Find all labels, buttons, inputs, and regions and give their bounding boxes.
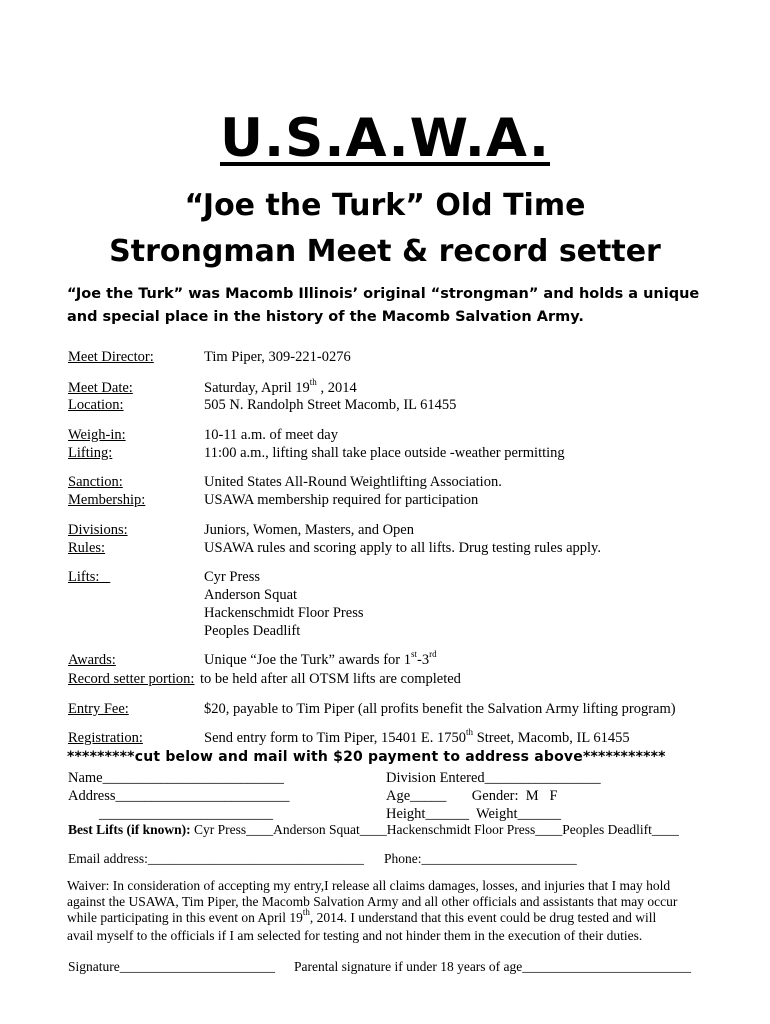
waiver-line4: avail myself to the officials if I am selected for testing and not hinder them in the execution of their duties. [67, 928, 643, 943]
record-setter-value: to be held after all OTSM lifts are completed [200, 671, 461, 687]
lifts-label: Lifts: [68, 569, 111, 585]
awards-value: Unique “Joe the Turk” awards for 1st-3rd [204, 649, 437, 668]
event-subtitle-line2: Strongman Meet & record setter [109, 234, 661, 269]
best-lifts-label: Best Lifts (if known): [68, 822, 191, 837]
sanction-row [0, 474, 770, 492]
location-value: 505 N. Randolph Street Macomb, IL 61455 [204, 397, 457, 413]
lifting-label: Lifting: [68, 445, 113, 461]
meet-director-row [0, 349, 770, 367]
email-field[interactable]: Email address:________________________________ [68, 851, 364, 866]
lift-item: Peoples Deadlift [204, 623, 301, 639]
waiver-line3: while participating in this event on April 19th, 2014. I understand that this event could be drug tested and will [67, 907, 657, 925]
weighin-value: 10-11 a.m. of meet day [204, 427, 338, 443]
entry-fee-label: Entry Fee: [68, 701, 129, 717]
registration-row [0, 727, 770, 748]
signature-field[interactable]: Signature_______________________ [68, 959, 275, 974]
lifting-row [0, 445, 770, 463]
membership-value: USAWA membership required for participation [204, 492, 479, 508]
cut-line: *********cut below and mail with $20 payment to address above*********** [67, 749, 666, 765]
meet-date-row [0, 377, 770, 398]
best-lifts-value: Cyr Press____Anderson Squat____Hackenschmidt Floor Press____Peoples Deadlift____ [190, 822, 679, 837]
meet-director-label: Meet Director: [68, 349, 154, 365]
sanction-label: Sanction: [68, 474, 123, 490]
lifts-row [0, 569, 770, 587]
lift-item: Cyr Press [204, 569, 260, 585]
location-row [0, 397, 770, 415]
divisions-row [0, 522, 770, 540]
lift-item: Anderson Squat [204, 587, 298, 603]
divisions-value: Juniors, Women, Masters, and Open [204, 522, 414, 538]
event-subtitle-line1: “Joe the Turk” Old Time [184, 188, 586, 223]
parental-signature-field[interactable]: Parental signature if under 18 years of age_________________________ [294, 959, 692, 974]
registration-label: Registration: [68, 730, 143, 746]
awards-row [0, 649, 770, 670]
height-weight-field[interactable]: Height______ Weight______ [386, 806, 561, 822]
membership-row [0, 492, 770, 510]
rules-value: USAWA rules and scoring apply to all lifts. Drug testing rules apply. [204, 540, 601, 556]
meet-date-value: Saturday, April 19th , 2014 [204, 377, 357, 396]
intro-text-line2: and special place in the history of the Macomb Salvation Army. [67, 309, 584, 325]
page-title: U.S.A.W.A. [219, 108, 551, 169]
registration-value: Send entry form to Tim Piper, 15401 E. 1750th Street, Macomb, IL 61455 [204, 727, 630, 746]
location-label: Location: [68, 397, 124, 413]
address-line2-field[interactable]: ________________________ [99, 806, 273, 822]
age-gender-field[interactable]: Age_____ Gender: M F [386, 788, 558, 804]
waiver-line2: against the USAWA, Tim Piper, the Macomb Salvation Army and all other officials and assistants that may occur [67, 894, 678, 909]
divisions-label: Divisions: [68, 522, 128, 538]
lifting-value: 11:00 a.m., lifting shall take place outside -weather permitting [204, 445, 565, 461]
rules-row [0, 540, 770, 558]
address-field[interactable]: Address________________________ [68, 788, 290, 804]
record-setter-row [0, 671, 770, 689]
weighin-row [0, 427, 770, 445]
lifts-row-4 [0, 623, 770, 641]
best-lifts-row[interactable] [68, 822, 679, 838]
record-setter-label: Record setter portion: [68, 671, 195, 687]
lifts-row-2 [0, 587, 770, 605]
intro-text-line1: “Joe the Turk” was Macomb Illinois’ original “strongman” and holds a unique [67, 286, 700, 302]
weighin-label: Weigh-in: [68, 427, 126, 443]
awards-label: Awards: [68, 652, 116, 668]
rules-label: Rules: [68, 540, 106, 556]
lift-item: Hackenschmidt Floor Press [204, 605, 364, 621]
membership-label: Membership: [68, 492, 146, 508]
entry-fee-row [0, 701, 770, 719]
entry-fee-value: $20, payable to Tim Piper (all profits benefit the Salvation Army lifting program) [204, 701, 676, 717]
meet-date-label: Meet Date: [68, 380, 133, 396]
name-field[interactable]: Name_________________________ [68, 770, 284, 786]
meet-director-value: Tim Piper, 309-221-0276 [204, 349, 351, 365]
phone-field[interactable]: Phone:_______________________ [384, 851, 577, 866]
sanction-value: United States All-Round Weightlifting Association. [204, 474, 502, 490]
lifts-row-3 [0, 605, 770, 623]
waiver-line1: Waiver: In consideration of accepting my entry,I release all claims damages, losses, and injuries that I may hold [67, 878, 671, 893]
division-field[interactable]: Division Entered________________ [386, 770, 601, 786]
